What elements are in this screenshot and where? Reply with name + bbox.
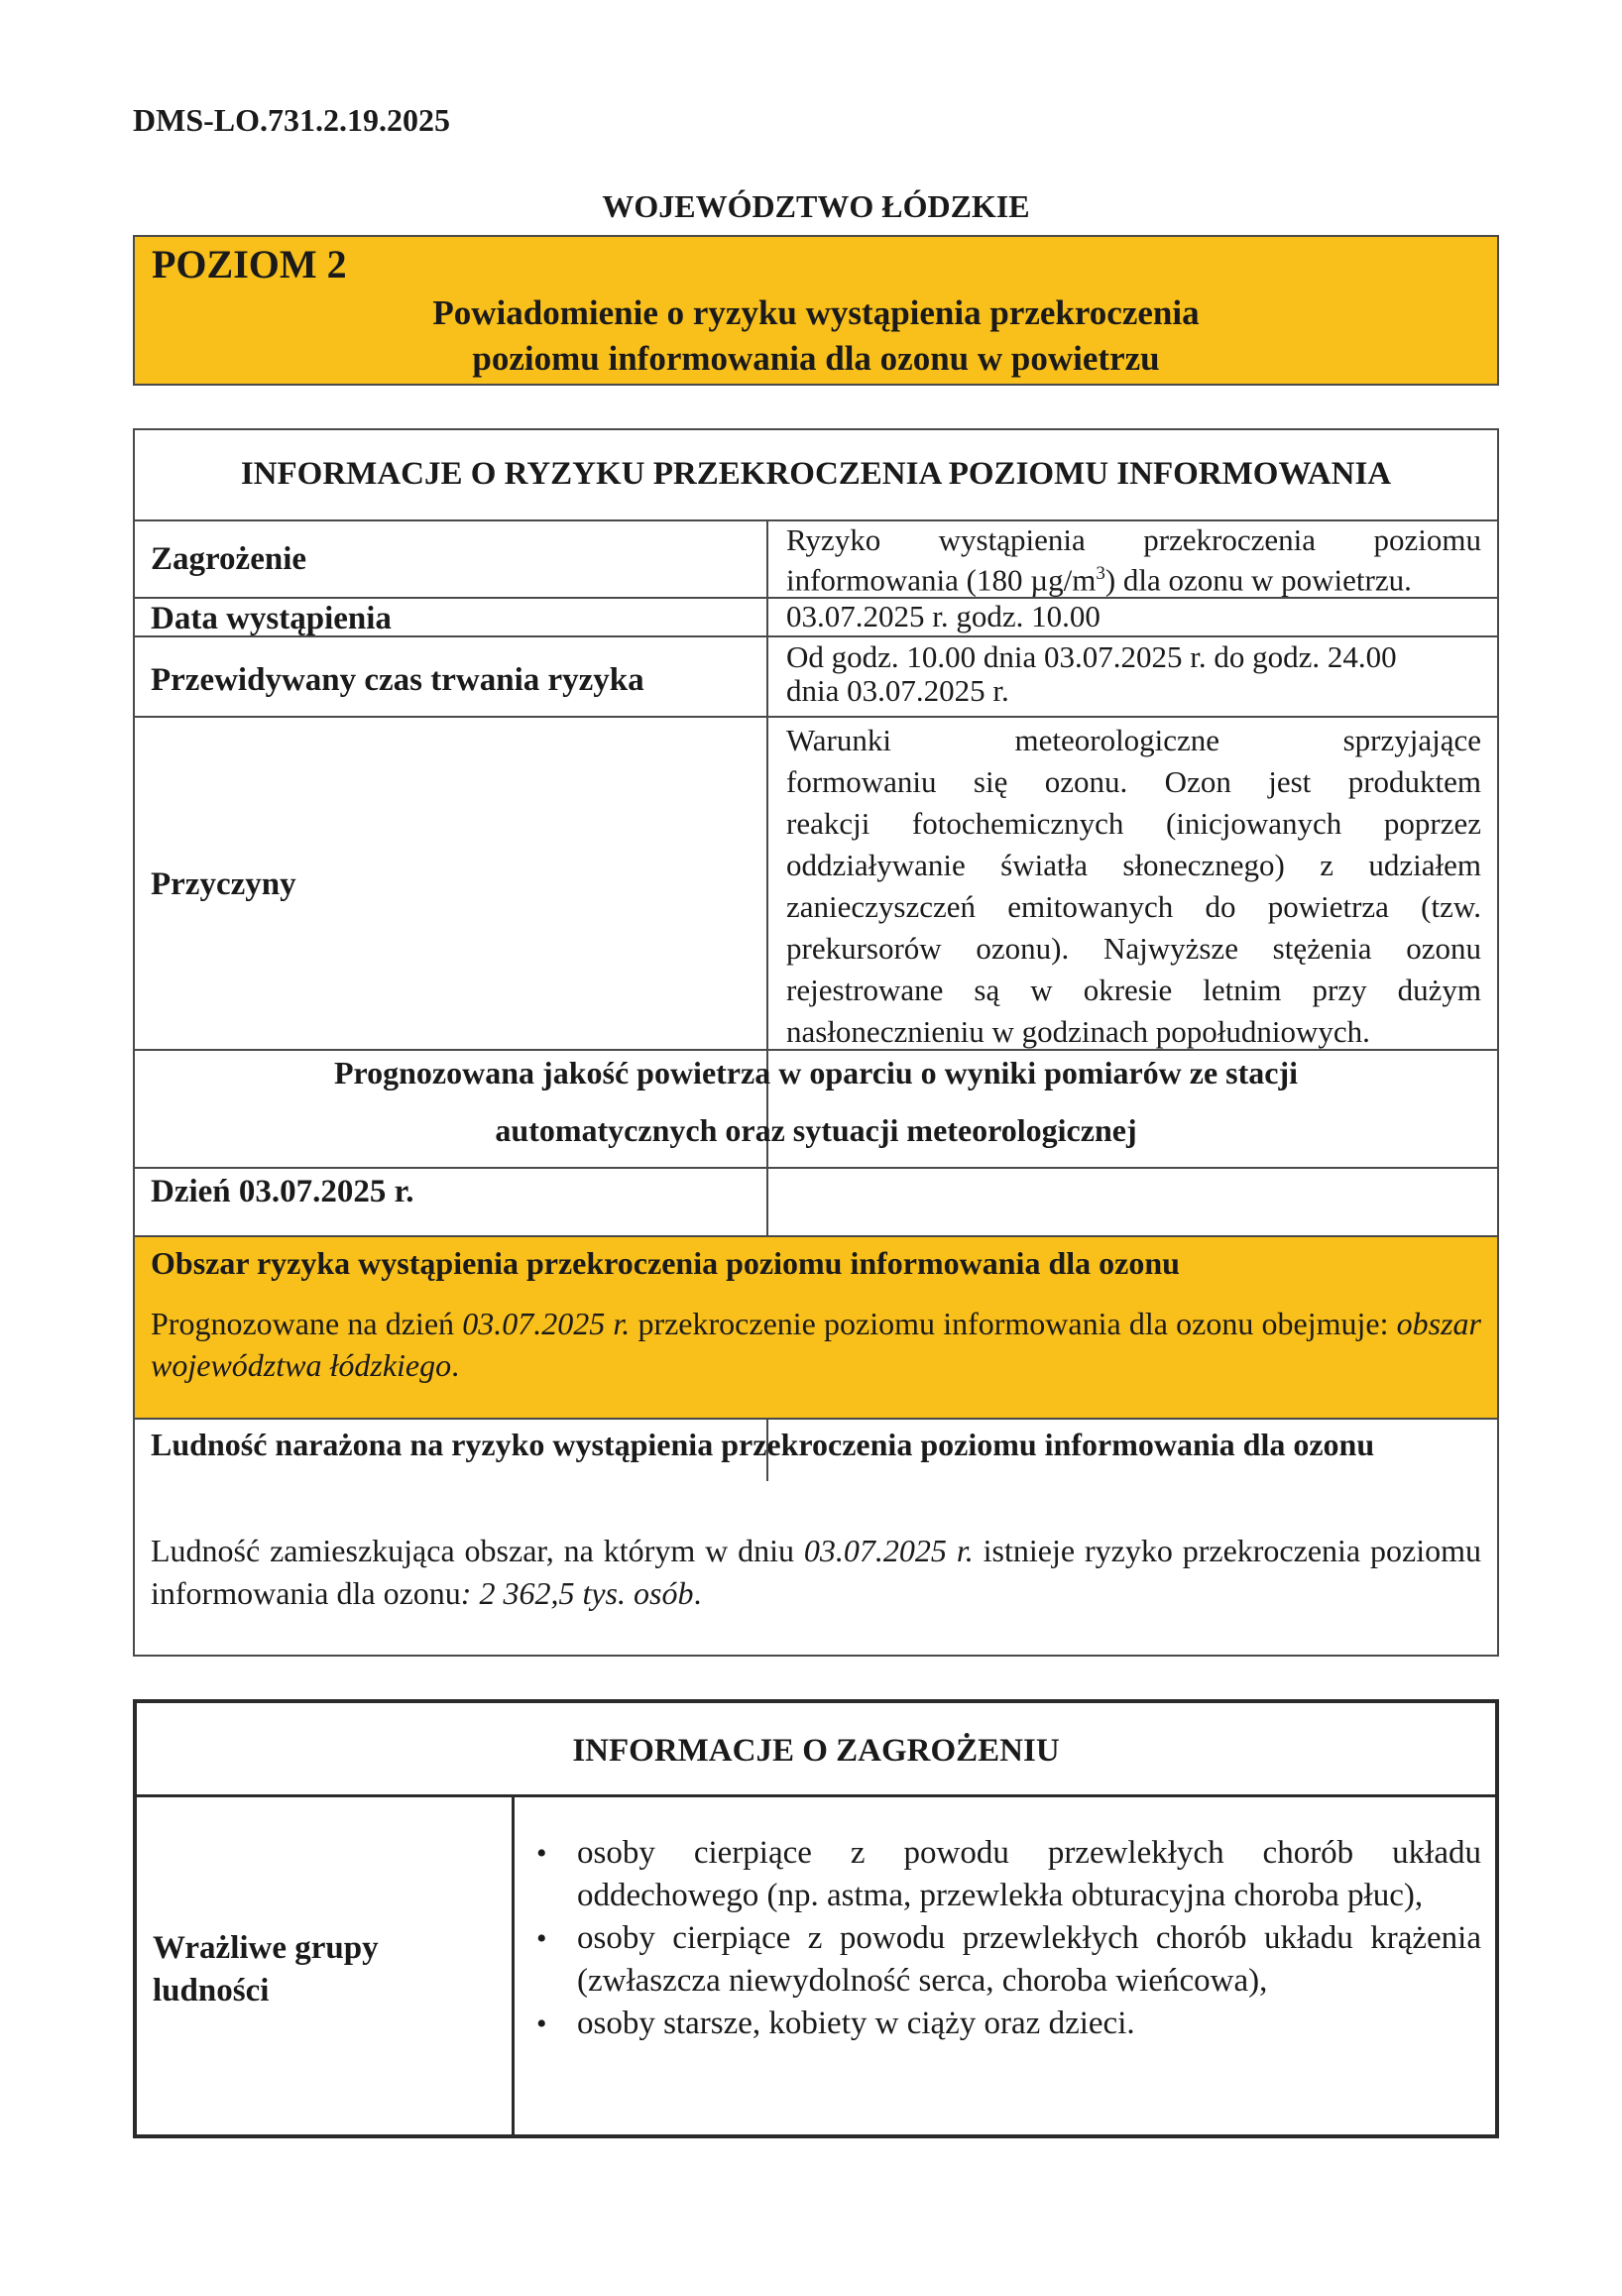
forecast-day: Dzień 03.07.2025 r. <box>151 1174 414 1209</box>
bullet-icon: • <box>536 1837 547 1870</box>
threat-label: Zagrożenie <box>151 541 307 577</box>
causes-line: reakcji fotochemicznych (inicjowanych poprzez <box>786 806 1481 841</box>
sensitive-groups-list <box>526 1832 1481 2045</box>
threat-table-header: INFORMACJE O ZAGROŻENIU <box>572 1733 1060 1769</box>
banner-title-line1: Powiadomienie o ryzyku wystąpienia przekroczenia <box>432 293 1200 332</box>
list-item: • osoby cierpiące z powodu przewlekłych chorób układu oddechowego (np. astma, przewlekła obturacyjna choroba płuc), <box>526 1832 1481 1917</box>
causes-line: formowaniu się ozonu. Ozon jest produktem <box>786 764 1481 799</box>
causes-line: Warunki meteorologiczne sprzyjające <box>786 723 1481 757</box>
population-text: Ludność zamieszkująca obszar, na którym w dniu 03.07.2025 r. istnieje ryzyko przekroczenia poziomu informowania dla ozonu: 2 362,5 tys. osób. <box>151 1533 1482 1611</box>
causes-line: zanieczyszczeń emitowanych do powietrza (tzw. <box>786 889 1481 924</box>
risk-area-text: Prognozowane na dzień 03.07.2025 r. przekroczenie poziomu informowania dla ozonu obejmuje: obszar województwa łódzkiego. <box>151 1306 1481 1383</box>
threat-value-line1: Ryzyko wystąpienia przekroczenia poziomu <box>786 522 1481 557</box>
risk-area-title: Obszar ryzyka wystąpienia przekroczenia poziomu informowania dla ozonu <box>151 1245 1180 1281</box>
causes-label: Przyczyny <box>151 866 296 902</box>
alert-level-banner <box>133 235 1499 386</box>
bullet-icon: • <box>536 1922 547 1955</box>
list-item: • osoby starsze, kobiety w ciąży oraz dzieci. <box>526 2003 1481 2045</box>
population-title: Ludność narażona na ryzyko wystąpienia przekroczenia poziomu informowania dla ozonu <box>151 1427 1375 1462</box>
risk-area-section <box>135 1237 1497 1418</box>
causes-line: prekursorów ozonu). Najwyższe stężenia ozonu <box>786 931 1481 966</box>
threat-info-table <box>133 1699 1499 2138</box>
date-value: 03.07.2025 r. godz. 10.00 <box>786 599 1101 633</box>
causes-line: nasłonecznieniu w godzinach popołudniowych. <box>786 1014 1370 1049</box>
forecast-heading-line2: automatycznych oraz sytuacji meteorologicznej <box>495 1112 1137 1148</box>
causes-value <box>786 720 1481 1053</box>
risk-info-table <box>133 428 1499 1657</box>
list-item: • osoby cierpiące z powodu przewlekłych chorób układu krążenia (zwłaszcza niewydolność serca, choroba wieńcowa), <box>526 1917 1481 2003</box>
document-id: DMS-LO.731.2.19.2025 <box>133 102 450 138</box>
banner-title-line2: poziomu informowania dla ozonu w powietrzu <box>472 339 1160 378</box>
region-heading: WOJEWÓDZTWO ŁÓDZKIE <box>602 188 1030 224</box>
threat-value-line2: informowania (180 $\mu g/m^3$) dla ozonu w powietrzu. <box>786 562 1412 598</box>
date-label: Data wystąpienia <box>151 601 392 636</box>
bullet-icon: • <box>536 2008 547 2040</box>
forecast-heading-line1: Prognozowana jakość powietrza w oparciu o wyniki pomiarów ze stacji <box>333 1055 1299 1091</box>
duration-value-line2: dnia 03.07.2025 r. <box>786 673 1009 708</box>
risk-table-header: INFORMACJE O RYZYKU PRZEKROCZENIA POZIOMU INFORMOWANIA <box>240 456 1392 492</box>
alert-level: POZIOM 2 <box>152 242 347 287</box>
causes-line: rejestrowane są w okresie letnim przy dużym <box>786 973 1481 1007</box>
sensitive-groups-label: Wrażliwe grupy ludności <box>153 1930 379 2009</box>
duration-label: Przewidywany czas trwania ryzyka <box>151 662 644 698</box>
duration-value-line1: Od godz. 10.00 dnia 03.07.2025 r. do godz. 24.00 <box>786 639 1397 674</box>
causes-line: oddziaływanie światła słonecznego) z udziałem <box>786 848 1481 882</box>
